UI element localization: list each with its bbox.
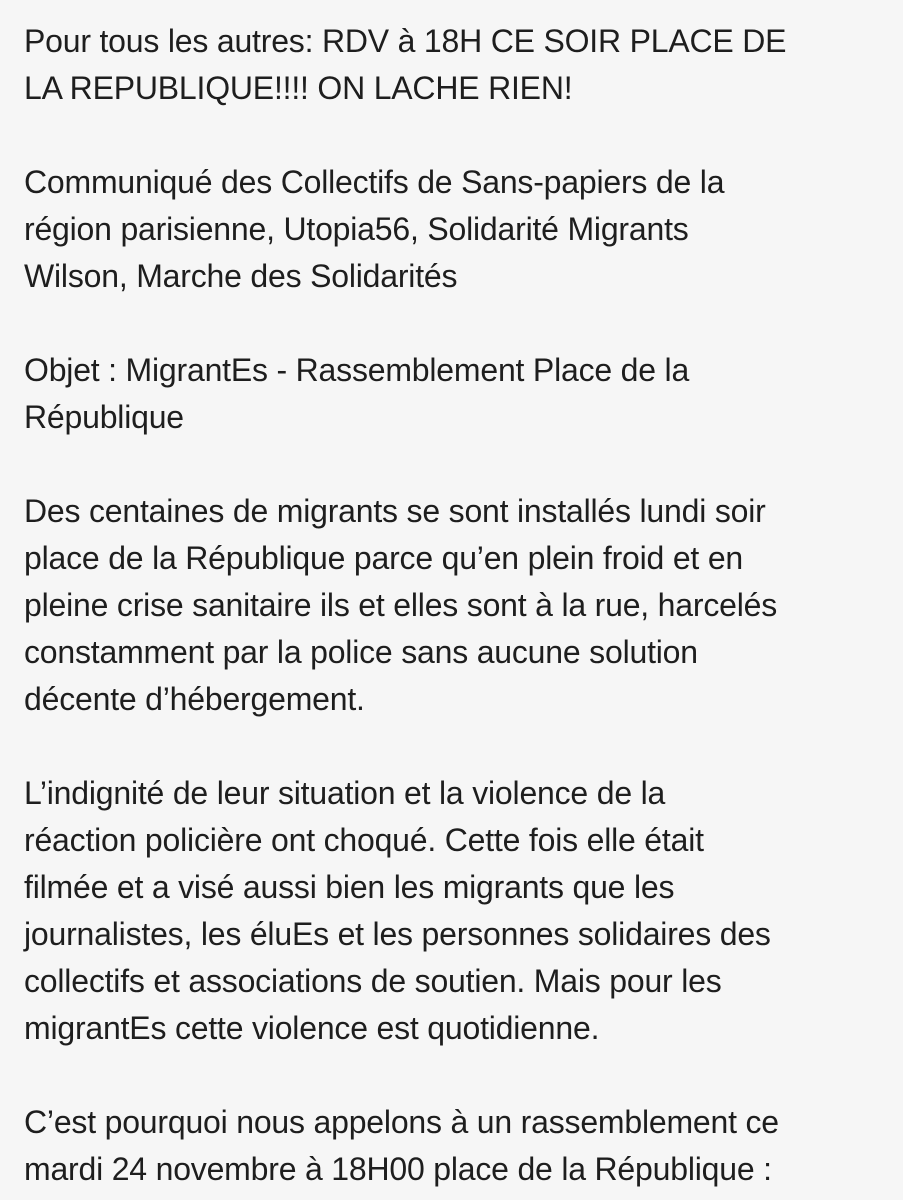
situation-paragraph: Des centaines de migrants se sont installés lundi soir place de la République parce qu’en plein froid et en pleine crise sanitaire ils et elles sont à la rue, harcelés constamment par la police sans aucune solution décente d’hébergement.: [24, 493, 778, 717]
rdv-announcement: Pour tous les autres: RDV à 18H CE SOIR PLACE DE LA REPUBLIQUE!!!! ON LACHE RIEN!: [24, 23, 787, 106]
communique-subject: Objet : MigrantEs - Rassemblement Place de la République: [24, 352, 690, 435]
communique-signatories: Communiqué des Collectifs de Sans-papiers de la région parisienne, Utopia56, Solidarité Migrants Wilson, Marche des Solidarités: [24, 164, 725, 294]
police-violence-paragraph: L’indignité de leur situation et la violence de la réaction policière ont choqué. Cette fois elle était filmée et a visé aussi bien les migrants que les journalistes, les éluEs et les personnes solidaires des collectifs et associations de soutien. Mais pour les migrantEs cette violence est quotidienne.: [24, 775, 771, 1046]
call-to-gather-paragraph: C’est pourquoi nous appelons à un rassemblement ce mardi 24 novembre à 18H00 place de la République :: [24, 1104, 779, 1187]
